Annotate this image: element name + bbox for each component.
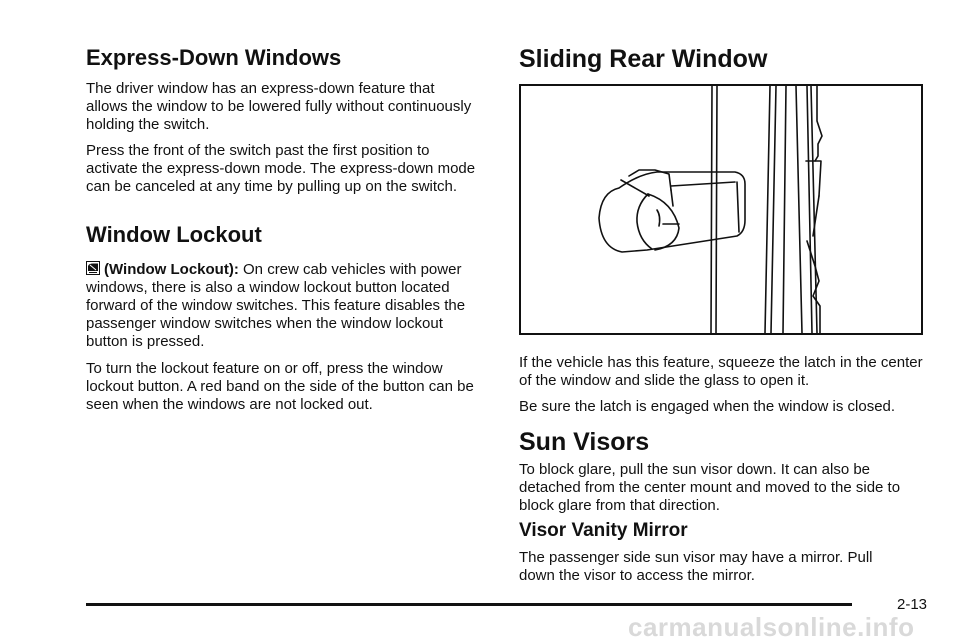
sliding-window-paragraph-2: Be sure the latch is engaged when the window is closed. [519,398,896,415]
window-lockout-label: (Window Lockout): [104,261,239,278]
sliding-rear-window-title: Sliding Rear Window [519,45,768,73]
page-number: 2-13 [897,596,928,613]
sliding-window-paragraph-1: If the vehicle has this feature, squeeze the latch in the center of the window and slide the glass to open it. [519,354,923,389]
watermark: carmanualsonline.info [628,612,915,642]
window-lockout-title: Window Lockout [86,222,262,247]
window-lockout-text: On crew cab vehicles with power windows, there is also a window lockout button located forward of the window switches. This feature disables the passenger window switches when the window lockout button is pressed. [86,261,466,350]
visor-vanity-mirror-paragraph: The passenger side sun visor may have a mirror. Pull down the visor to access the mirror. [519,549,873,584]
sun-visors-paragraph: To block glare, pull the sun visor down. It can also be detached from the center mount and moved to the side to block glare from that direction. [519,461,901,514]
window-lockout-paragraph-2: To turn the lockout feature on or off, press the window lockout button. A red band on the side of the button can be seen when the windows are not locked out. [86,360,474,413]
visor-vanity-mirror-title: Visor Vanity Mirror [519,520,688,541]
sun-visors-title: Sun Visors [519,428,650,456]
window-lockout-paragraph-1 [86,261,478,351]
footer-rule [86,603,852,606]
express-down-paragraph-2: Press the front of the switch past the first position to activate the express-down mode. The express-down mode can be canceled at any time by pulling up on the switch. [86,142,476,195]
sliding-window-latch-illustration [519,84,923,335]
express-down-title: Express-Down Windows [86,45,342,70]
window-lockout-icon [86,261,100,275]
express-down-paragraph-1: The driver window has an express-down feature that allows the window to be lowered fully without continuously holding the switch. [86,80,472,133]
latch-drawing [521,86,921,333]
